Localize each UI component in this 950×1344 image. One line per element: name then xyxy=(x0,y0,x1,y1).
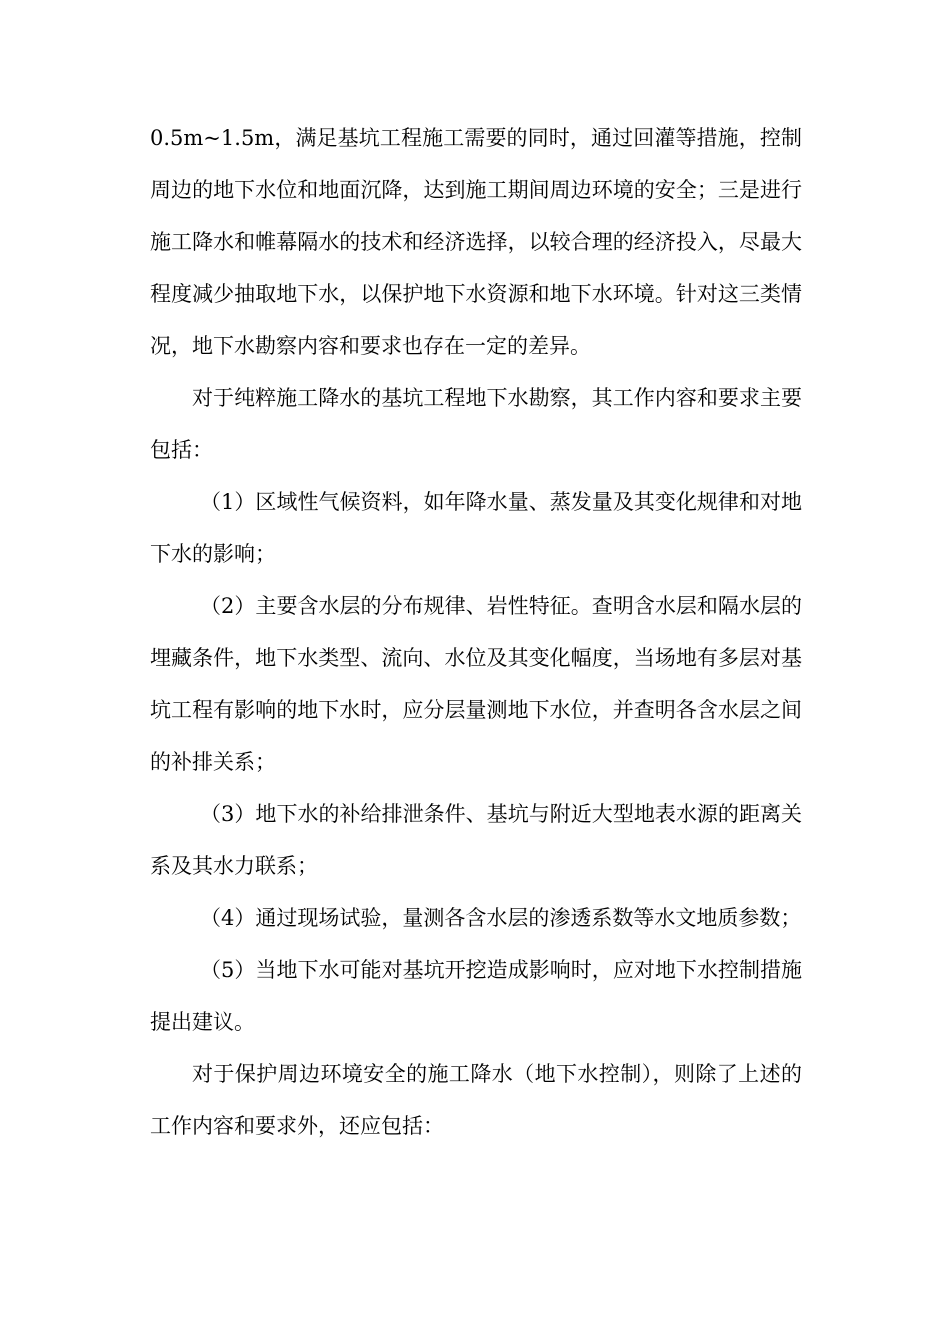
list-item-4: （4）通过现场试验，量测各含水层的渗透系数等水文地质参数； xyxy=(200,906,802,930)
list-item-3: （3）地下水的补给排泄条件、基坑与附近大型地表水源的距离关系及其水力联系； xyxy=(150,802,802,878)
list-item-2: （2）主要含水层的分布规律、岩性特征。查明含水层和隔水层的埋藏条件，地下水类型、流向、水位及其变化幅度，当场地有多层对基坑工程有影响的地下水时，应分层量测地下水位，并查明各含水层之间的补排关系； xyxy=(150,594,802,774)
list-item-1: （1）区域性气候资料，如年降水量、蒸发量及其变化规律和对地下水的影响； xyxy=(150,490,802,566)
paragraph-intro-requirements: 对于纯粹施工降水的基坑工程地下水勘察，其工作内容和要求主要包括： xyxy=(150,386,802,462)
paragraph-continuation: 0.5m~1.5m，满足基坑工程施工需要的同时，通过回灌等措施，控制周边的地下水位和地面沉降，达到施工期间周边环境的安全；三是进行施工降水和帷幕隔水的技术和经济选择，以较合理的经济投入，尽最大程度减少抽取地下水，以保护地下水资源和地下水环境。针对这三类情况，地下水勘察内容和要求也存在一定的差异。 xyxy=(150,126,802,358)
paragraph-environment-protection: 对于保护周边环境安全的施工降水（地下水控制），则除了上述的工作内容和要求外，还应包括： xyxy=(150,1062,802,1138)
document-page xyxy=(150,112,802,1152)
list-item-5: （5）当地下水可能对基坑开挖造成影响时，应对地下水控制措施提出建议。 xyxy=(150,958,802,1034)
